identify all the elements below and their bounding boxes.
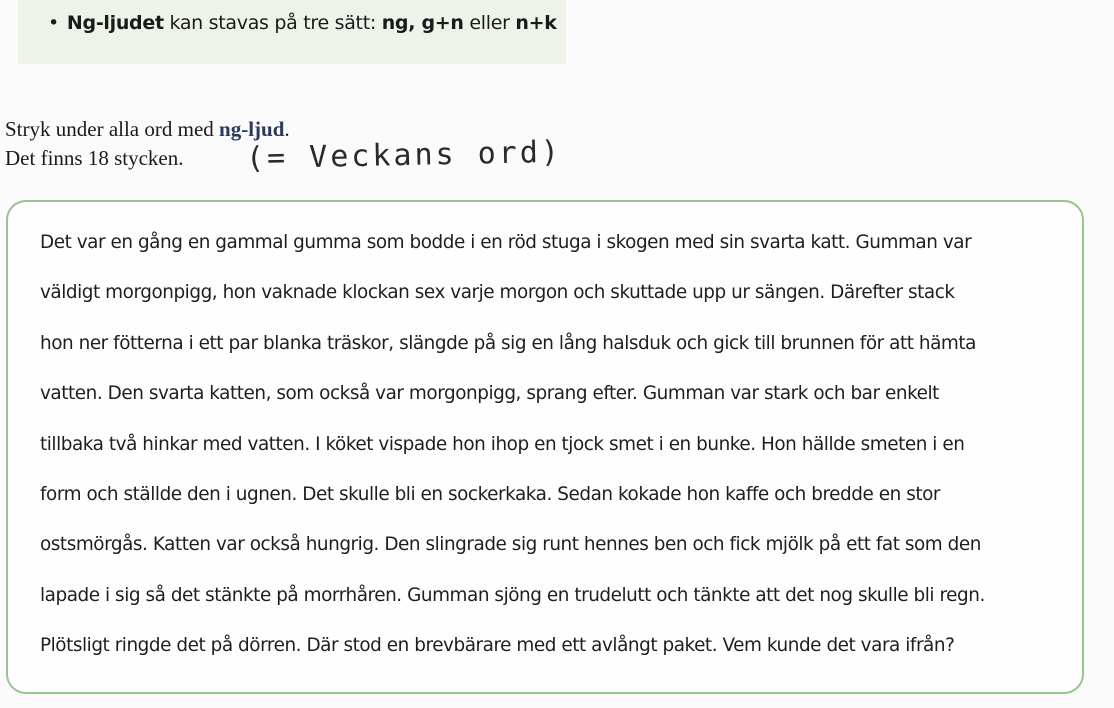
story-line: form och ställde den i ugnen. Det skulle bli en sockerkaka. Sedan kokade hon kaffe och bredde en stor (40, 484, 940, 505)
tip-text: kan stavas på tre sätt: (163, 12, 382, 34)
story-line: väldigt morgonpigg, hon vaknade klockan sex varje morgon och skuttade upp ur sängen. Därefter stack (40, 282, 955, 303)
bullet-icon: • (48, 12, 59, 34)
instruction-end: . (284, 117, 290, 141)
tip-last-option: n+k (515, 12, 557, 34)
tip-term: Ng-ljudet (66, 12, 164, 34)
instruction-highlight: ng-ljud (219, 117, 285, 141)
story-line: Plötsligt ringde det på dörren. Där stod en brevbärare med ett avlångt paket. Vem kunde det vara ifrån? (40, 635, 955, 656)
instruction-line-1 (5, 117, 290, 142)
spelling-tip-box (18, 0, 566, 64)
instruction-line-2: Det finns 18 stycken. (5, 146, 184, 170)
story-line: Det var en gång en gammal gumma som bodde i en röd stuga i skogen med sin svarta katt. Gumman var (40, 232, 972, 253)
story-line: lapade i sig så det stänkte på morrhåren. Gumman sjöng en trudelutt och tänkte att det nog skulle bli regn. (40, 585, 985, 606)
tip-connector: eller (463, 12, 516, 34)
story-line: hon ner fötterna i ett par blanka träskor, slängde på sig en lång halsduk och gick till brunnen för att hämta (40, 333, 976, 354)
instruction-text: Stryk under alla ord med (5, 117, 220, 141)
spelling-tip (48, 12, 557, 34)
story-line: tillbaka två hinkar med vatten. I köket vispade hon ihop en tjock smet i en bunke. Hon hällde smeten i en (40, 434, 965, 455)
story-box (6, 200, 1084, 694)
tip-options: ng, g+n (381, 12, 464, 34)
story-line: ostsmörgås. Katten var också hungrig. Den slingrade sig runt hennes ben och fick mjölk på ett fat som den (40, 534, 981, 555)
story-line: vatten. Den svarta katten, som också var morgonpigg, sprang efter. Gumman var stark och bar enkelt (40, 383, 939, 404)
handwritten-note: (= Veckans ord) (245, 134, 563, 177)
